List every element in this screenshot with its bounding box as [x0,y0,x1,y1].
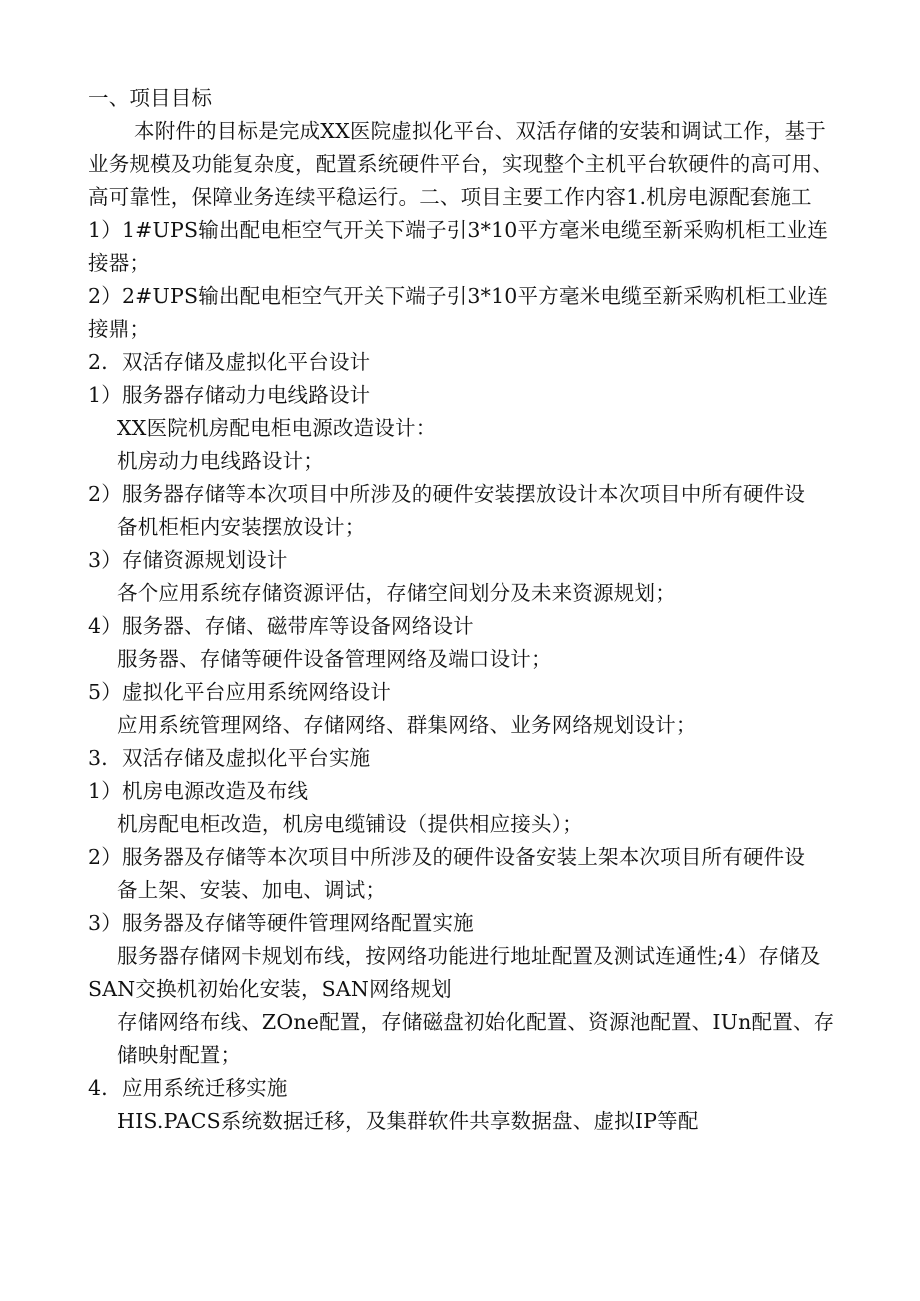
section-heading: 2．双活存储及虚拟化平台设计 [88,350,371,374]
list-item: 5）虚拟化平台应用系统网络设计 [88,680,392,704]
list-item-continuation: SAN交换机初始化安装，SAN网络规划 [88,977,452,1001]
list-item-detail: XX医院机房配电柜电源改造设计： [117,416,437,440]
paragraph-line: 业务规模及功能复杂度，配置系统硬件平台，实现整个主机平台软硬件的高可用、 [88,152,834,176]
list-item-continuation: 储映射配置； [117,1043,242,1067]
list-item-detail: 机房动力电线路设计； [117,449,324,473]
list-item: 2）服务器及存储等本次项目中所涉及的硬件设备安装上架本次项目所有硬件设 [88,845,806,869]
list-item: 3）服务器及存储等硬件管理网络配置实施 [88,911,474,935]
section-heading-project-goal: 一、项目目标 [88,86,213,110]
list-item-continuation: 备机柜柜内安装摆放设计； [117,515,366,539]
list-item-continuation: 备上架、安装、加电、调试； [117,878,387,902]
list-item: 2）2#UPS输出配电柜空气开关下端子引3*10平方毫米电缆至新采购机柜工业连 [88,284,829,308]
list-item-detail: 存储网络布线、ZOne配置，存储磁盘初始化配置、资源池配置、IUn配置、存 [117,1010,835,1034]
list-item: 3）存储资源规划设计 [88,548,288,572]
list-item-detail: 应用系统管理网络、存储网络、群集网络、业务网络规划设计； [117,713,697,737]
list-item-continuation: 接器； [88,251,151,275]
list-item: 4）服务器、存储、磁带库等设备网络设计 [88,614,474,638]
list-item-detail: 服务器存储网卡规划布线，按网络功能进行地址配置及测试连通性;4）存储及 [117,944,821,968]
list-item-detail: 机房配电柜改造，机房电缆铺设（提供相应接头）； [117,812,583,836]
list-item: 1）1#UPS输出配电柜空气开关下端子引3*10平方毫米电缆至新采购机柜工业连 [88,218,829,242]
list-item: 2）服务器存储等本次项目中所涉及的硬件安装摆放设计本次项目中所有硬件设 [88,482,806,506]
list-item: 1）机房电源改造及布线 [88,779,309,803]
list-item: 1）服务器存储动力电线路设计 [88,383,371,407]
section-heading: 3．双活存储及虚拟化平台实施 [88,746,371,770]
section-heading: 4．应用系统迁移实施 [88,1076,288,1100]
list-item-detail: HIS.PACS系统数据迁移，及集群软件共享数据盘、虚拟IP等配 [117,1109,699,1133]
list-item-detail: 服务器、存储等硬件设备管理网络及端口设计； [117,647,552,671]
paragraph-line: 本附件的目标是完成XX医院虚拟化平台、双活存储的安装和调试工作，基于 [134,119,826,143]
list-item-detail: 各个应用系统存储资源评估，存储空间划分及未来资源规划； [117,581,676,605]
paragraph-line: 高可靠性，保障业务连续平稳运行。二、项目主要工作内容1.机房电源配套施工 [88,185,812,209]
list-item-continuation: 接鼎； [88,317,151,341]
